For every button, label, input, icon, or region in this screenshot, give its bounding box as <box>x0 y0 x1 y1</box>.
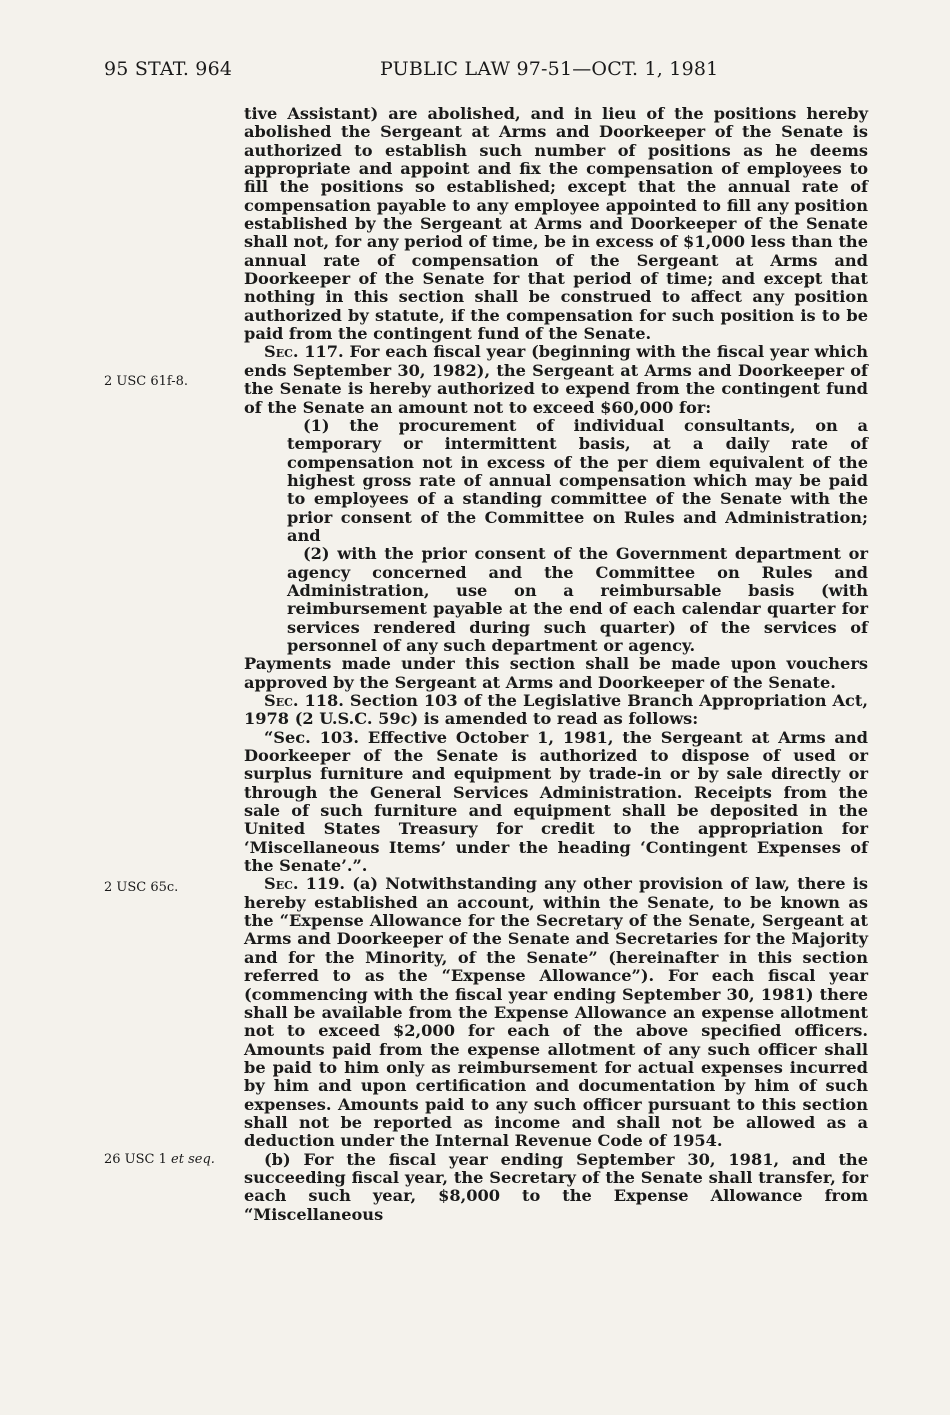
law-title: PUBLIC LAW 97-51—OCT. 1, 1981 <box>380 58 719 80</box>
section-119-text: 119. (a) Notwithstanding any other provision of law, there is hereby established an account, within the Senate, to be known as the “Expense Allowance for the Secretary of the Senate, Sergeant at Arms and Doorkeeper of the Senate and Secretaries for the Majority and for the Minority, of the Senate” (hereinafter in this section referred to as the “Expense Allowance”). For each fiscal year (commencing with the fiscal year ending September 30, 1981) there shall be available from the Expense Allowance an expense allotment not to exceed $2,000 for each of the above specified officers. Amounts paid from the expense allotment of any such officer shall be paid to him only as reimbursement for actual expenses incurred by him and upon certification and documentation by him of such expenses. Amounts paid to any such officer pursuant to this section shall not be reported as income and shall not be allowed as a deduction under the Internal Revenue Code of 1954. <box>244 874 868 1151</box>
margin-note-61f-8: 2 USC 61f-8. <box>104 374 189 389</box>
section-119 <box>244 875 868 1150</box>
section-118-text: 118. Section 103 of the Legislative Branch Appropriation Act, 1978 (2 U.S.C. 59c) is amended to read as follows: <box>244 691 868 729</box>
section-117-item-1: (1) the procurement of individual consultants, on a temporary or intermittent basis, at a daily rate of compensation not in excess of the per diem equivalent of the highest gross rate of annual compensation which may be paid to employees of a standing committee of the Senate with the prior consent of the Committee on Rules and Administration; and <box>287 415 868 545</box>
margin-note-65c: 2 USC 65c. <box>104 880 179 895</box>
body-text <box>244 105 868 1224</box>
section-118 <box>244 692 868 729</box>
section-117 <box>244 343 868 416</box>
paragraph-continuation: tive Assistant) are abolished, and in lieu of the positions hereby abolished the Sergeant at Arms and Doorkeeper of the Senate is authorized to establish such number of positions as he deems appropriate and appoint and fix the compensation of employees to fill the positions so established; except that the annual rate of compensation payable to any employee appointed to fill any position established by the Sergeant at Arms and Doorkeeper of the Senate shall not, for any period of time, be in excess of $1,000 less than the annual rate of compensation of the Sergeant at Arms and Doorkeeper of the Senate for that period of time; and except that nothing in this section shall be construed to affect any position authorized by statute, if the compensation for such position is to be paid from the contingent fund of the Senate. <box>244 104 868 344</box>
margin-note-26-usc-italic: et seq. <box>171 1152 215 1167</box>
section-117-label: Sec. <box>264 342 299 362</box>
section-119-b: (b) For the fiscal year ending September 30, 1981, and the succeeding fiscal year, the Secretary of the Senate shall transfer, for each such year, $8,000 to the Expense Allowance from “Miscellaneous <box>244 1149 868 1224</box>
margin-note-26-usc-main: 26 USC 1 <box>104 1152 167 1167</box>
margin-note-26-usc <box>104 1152 215 1167</box>
section-117-text: 117. For each fiscal year (beginning with the fiscal year which ends September 30, 1982), the Sergeant at Arms and Doorkeeper of the Senate is hereby authorized to expend from the contingent fund of the Senate an amount not to exceed $60,000 for: <box>244 342 868 417</box>
section-117-item-2: (2) with the prior consent of the Government department or agency concerned and the Committee on Rules and Administration, use on a reimbursable basis (with reimbursement payable at the end of each calendar quarter for services rendered during such quarter) of the services of personnel of any such department or agency. <box>287 544 868 655</box>
section-119-label: Sec. <box>264 874 299 894</box>
payments-paragraph: Payments made under this section shall be made upon vouchers approved by the Sergeant at Arms and Doorkeeper of the Senate. <box>244 654 868 692</box>
quoted-section-103: “Sec. 103. Effective October 1, 1981, the Sergeant at Arms and Doorkeeper of the Senate is authorized to dispose of used or surplus furniture and equipment by trade-in or by sale directly or through the General Services Administration. Receipts from the sale of such furniture and equipment shall be deposited in the United States Treasury for credit to the appropriation for ‘Miscellaneous Items’ under the heading ‘Contingent Expenses of the Senate’.”. <box>244 727 868 876</box>
page-reference: 95 STAT. 964 <box>104 58 233 80</box>
section-118-label: Sec. <box>264 691 299 710</box>
